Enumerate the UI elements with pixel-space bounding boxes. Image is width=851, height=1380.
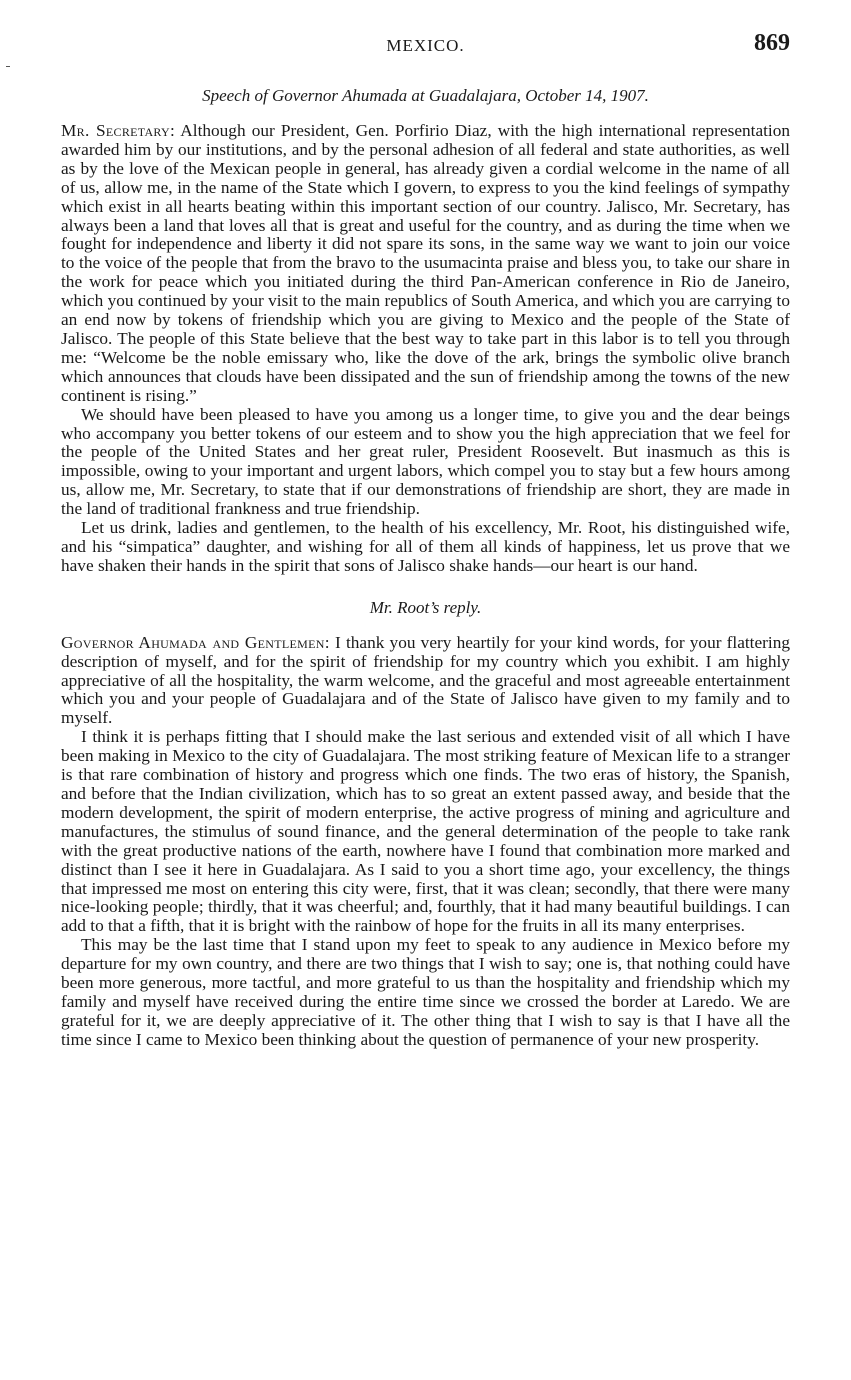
- page-number: 869: [754, 30, 790, 56]
- speech-paragraph-text: Although our President, Gen. Porfirio Diaz, with the high international representation awarded him by our institutions, and by the personal adhesion of all federal and state authorities, as well as by the love of the Mexican people in general, has already given a cordial welcome in the name of all of us, allow me, in the name of the State which I govern, to express to you the kind feelings of sympathy which exist in all hearts beating within this important section of our country. Jalisco, Mr. Secretary, has always been a land that loves all that is great and useful for the country, and as during the time when we fought for independence and liberty it did not spare its sons, in the same way we want to join our voice to the voice of the people that from the bravo to the usumacinta praise and bless you, to take our share in the work for peace which you initiated during the third Pan-American conference in Rio de Janeiro, which you continued by your visit to the main republics of South America, and which you are carrying to an end now by tokens of friendship which you are giving to Mexico and the people of the State of Jalisco. The people of this State believe that the best way to take part in this labor is to tell you through me: “Welcome be the noble emissary who, like the dove of the ark, brings the symbolic olive branch which announces that clouds have been dissipated and the sun of friendship among the towns of the new continent is rising.”: [61, 121, 790, 405]
- document-page: [61, 30, 790, 1050]
- speech-paragraph: [61, 122, 790, 406]
- speech-heading: Speech of Governor Ahumada at Guadalajara, October 14, 1907.: [202, 86, 649, 105]
- running-title: MEXICO.: [386, 36, 465, 55]
- reply-salutation: Governor Ahumada and Gentlemen:: [61, 632, 330, 652]
- speech-section: [61, 86, 790, 576]
- reply-paragraph: I think it is perhaps fitting that I should make the last serious and extended visit of all which I have been making in Mexico to the city of Guadalajara. The most striking feature of Mexican life to a stranger is that rare combination of history and progress which one finds. The two eras of history, the Spanish, and before that the Indian civilization, which has to so great an extent passed away, and beside that the modern development, the spirit of modern enterprise, the active progress of mining and agriculture and manufactures, the stimulus of sound finance, and the general determination of the people to take rank with the great productive nations of the earth, nowhere have I found that combination more marked and distinct than I see it here in Guadalajara. As I said to you a short time ago, your excellency, the things that impressed me most on entering this city were, first, that it was clean; secondly, that there were many nice-looking people; thirdly, that it was cheerful; and, fourthly, that it had many beautiful buildings. I can add to that a fifth, that it is bright with the rainbow of hope for the fruits in all its many enterprises.: [61, 727, 790, 936]
- running-head: [61, 30, 790, 64]
- reply-heading: Mr. Root’s reply.: [369, 597, 482, 617]
- reply-paragraph-text: I thank you very heartily for your kind words, for your flattering description of myself, and for the spirit of friendship for my country which you exhibit. I am highly appreciative of all the hospitality, the warm welcome, and the graceful and most agreeable entertainment which you and your people of Guadalajara and of the State of Jalisco have given to my family and to myself.: [61, 632, 790, 728]
- speech-salutation: Mr. Secretary:: [61, 121, 176, 140]
- reply-paragraph: [61, 634, 790, 729]
- reply-paragraph: This may be the last time that I stand upon my feet to speak to any audience in Mexico before my departure for my own country, and there are two things that I wish to say; one is, that nothing could have been more generous, more tactful, and more grateful to us than the hospitality and friendship which my family and myself have received during the entire time since we crossed the border at Laredo. We are grateful for it, we are deeply appreciative of it. The other thing that I wish to say is that I have all the time since I came to Mexico been thinking about the question of permanence of your new prosperity.: [61, 935, 790, 1049]
- stray-mark: [6, 66, 10, 67]
- speech-paragraph: We should have been pleased to have you among us a longer time, to give you and the dear beings who accompany you better tokens of our esteem and to show you the high appreciation that we feel for the people of the United States and her great ruler, President Roosevelt. But inasmuch as this is impossible, owing to your important and urgent labors, which compel you to stay but a few hours among us, allow me, Mr. Secretary, to state that if our demonstrations of friendship are short, they are made in the land of traditional frankness and true friendship.: [61, 404, 790, 519]
- reply-section: [61, 598, 790, 1050]
- speech-paragraph: Let us drink, ladies and gentlemen, to the health of his excellency, Mr. Root, his distinguished wife, and his “simpatica” daughter, and wishing for all of them all kinds of happiness, let us prove that we have shaken their hands in the spirit that sons of Jalisco shake hands—our heart is our hand.: [61, 518, 790, 575]
